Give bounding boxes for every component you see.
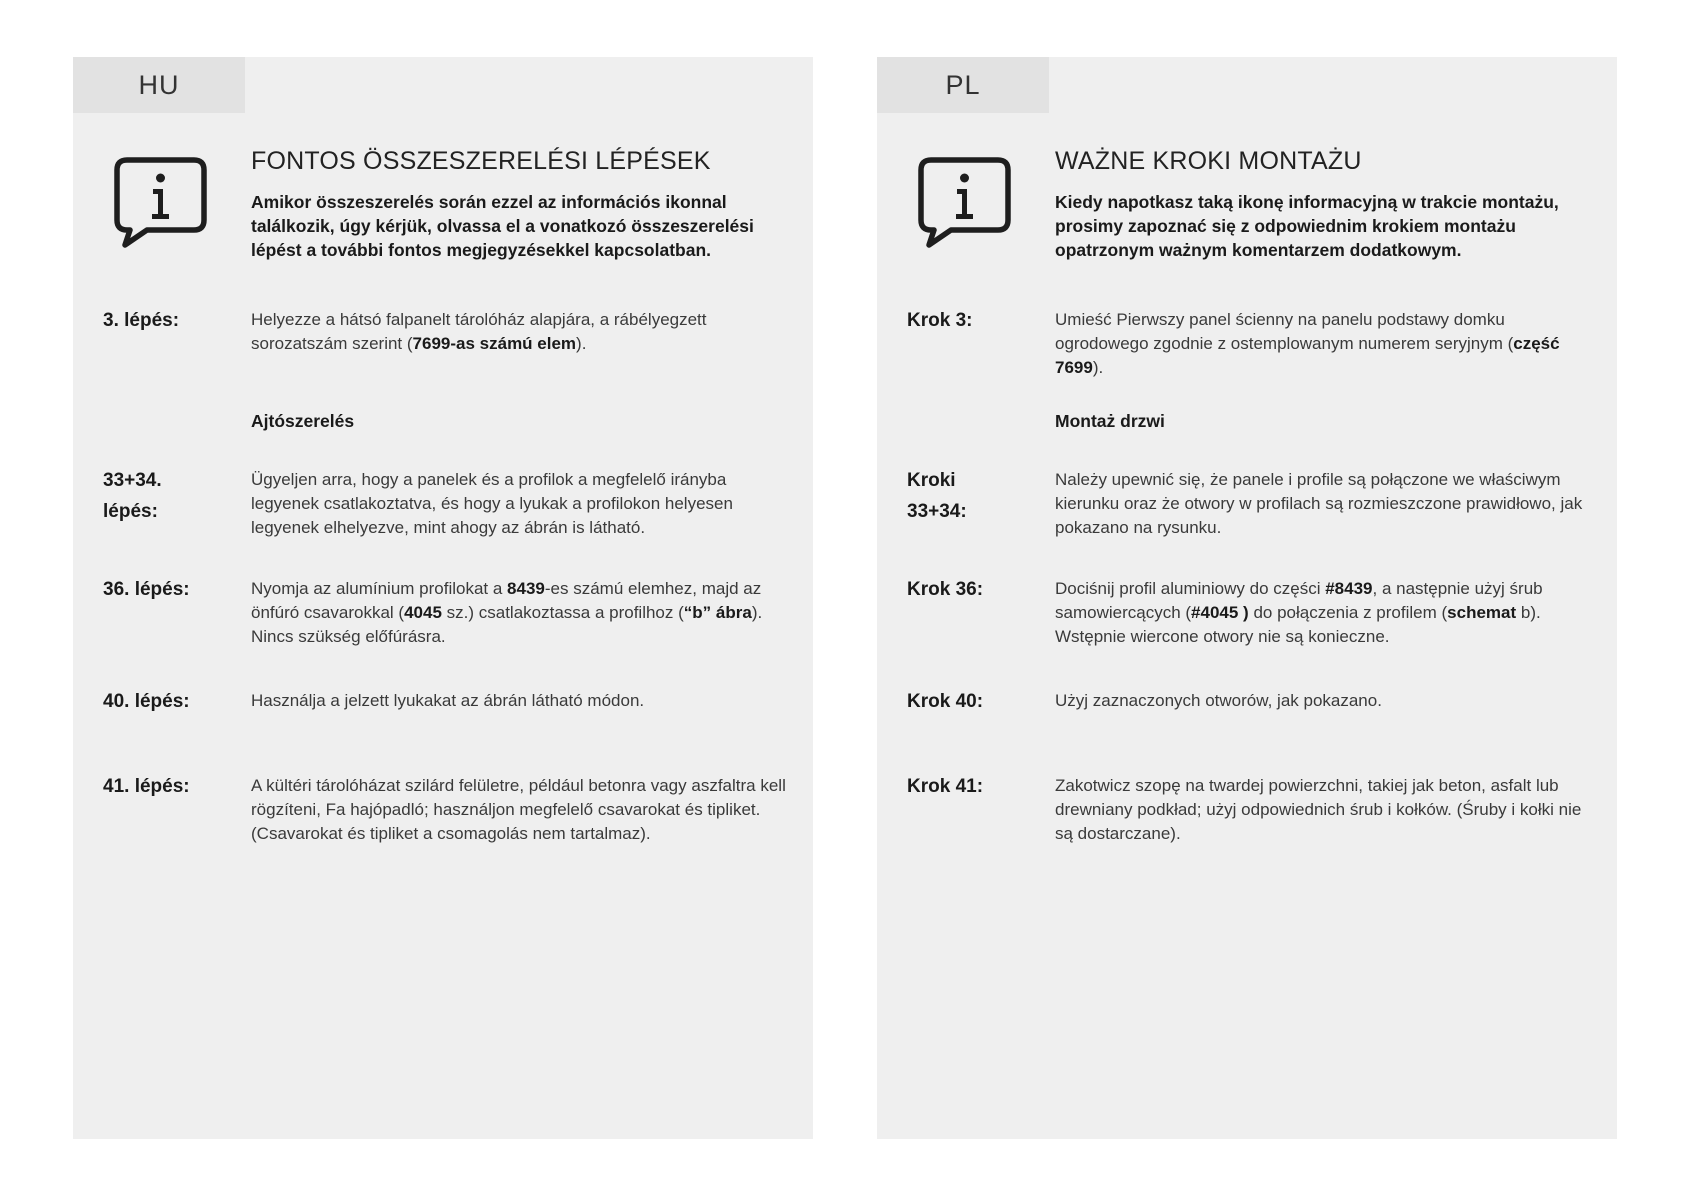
step-36-label: 36. lépés: [103, 579, 190, 600]
panel-pl [877, 57, 1617, 1139]
section-heading: WAŻNE KROKI MONTAŻU [1055, 147, 1362, 175]
step-40-label: 40. lépés: [103, 691, 190, 712]
intro-text: Kiedy napotkasz taką ikonę informacyjną w trakcie montażu, prosimy zapoznać się z odpowiednim krokiem montażu opatrzonym ważnym komentarzem dodatkowym. [1055, 192, 1559, 260]
language-tab-pl: PL [877, 57, 1049, 113]
step-41-label: Krok 41: [907, 776, 984, 797]
step-40-label: Krok 40: [907, 691, 984, 712]
step-36-text: Nyomja az alumínium profilokat a 8439-es számú elemhez, majd az önfúró csavarokkal (4045 sz.) csatlakoztassa a profilhoz (“b” ábra). Nincs szükség előfúrásra. [251, 579, 763, 646]
step-40-text: Használja a jelzett lyukakat az ábrán látható módon. [251, 691, 645, 710]
step-33-34-label: Kroki 33+34: [907, 470, 967, 522]
step-33-34-text: Ügyeljen arra, hogy a panelek és a profilok a megfelelő irányba legyenek csatlakoztatva, és hogy a lyukak a profilokon helyesen legyenek elhelyezve, mint ahogy az ábrán is látható. [251, 470, 733, 537]
language-tab-hu: HU [73, 57, 245, 113]
door-assembly-heading: Montaż drzwi [1055, 411, 1165, 431]
step-36-label: Krok 36: [907, 579, 984, 600]
step-3-label: Krok 3: [907, 310, 973, 331]
door-assembly-heading: Ajtószerelés [251, 411, 355, 431]
intro-text: Amikor összeszerelés során ezzel az információs ikonnal találkozik, úgy kérjük, olvassa el a vonatkozó összeszerelési lépést a további fontos megjegyzésekkel kapcsolatban. [251, 192, 754, 260]
panel-hu [73, 57, 813, 1139]
info-speech-bubble-icon [917, 156, 1012, 251]
step-33-34-label: 33+34. lépés: [103, 470, 162, 522]
step-3-text: Umieść Pierwszy panel ścienny na panelu podstawy domku ogrodowego zgodnie z ostemplowanym numerem seryjnym (część 7699). [1055, 310, 1560, 377]
step-3-text: Helyezze a hátsó falpanelt tárolóház alapjára, a rábélyegzett sorozatszám szerint (7699-as számú elem). [251, 310, 707, 353]
step-3-label: 3. lépés: [103, 310, 180, 331]
step-40-text: Użyj zaznaczonych otworów, jak pokazano. [1055, 691, 1382, 710]
section-heading: FONTOS ÖSSZESZERELÉSI LÉPÉSEK [251, 147, 711, 175]
step-33-34-text: Należy upewnić się, że panele i profile są połączone we właściwym kierunku oraz że otwory w profilach są rozmieszczone prawidłowo, jak pokazano na rysunku. [1055, 470, 1583, 537]
info-speech-bubble-icon [113, 156, 208, 251]
step-41-label: 41. lépés: [103, 776, 190, 797]
step-41-text: Zakotwicz szopę na twardej powierzchni, takiej jak beton, asfalt lub drewniany podkład; użyj odpowiednich śrub i kołków. (Śruby i kołki nie są dostarczane). [1055, 776, 1582, 843]
step-36-text: Dociśnij profil aluminiowy do części #8439, a następnie użyj śrub samowiercących (#4045 ) do połączenia z profilem (schemat b). Wstępnie wiercone otwory nie są konieczne. [1055, 579, 1543, 646]
step-41-text: A kültéri tárolóházat szilárd felületre, például betonra vagy aszfaltra kell rögzíteni, Fa hajópadló; használjon megfelelő csavarokat és tipliket. (Csavarokat és tipliket a csomagolás nem tartalmaz). [251, 776, 786, 843]
